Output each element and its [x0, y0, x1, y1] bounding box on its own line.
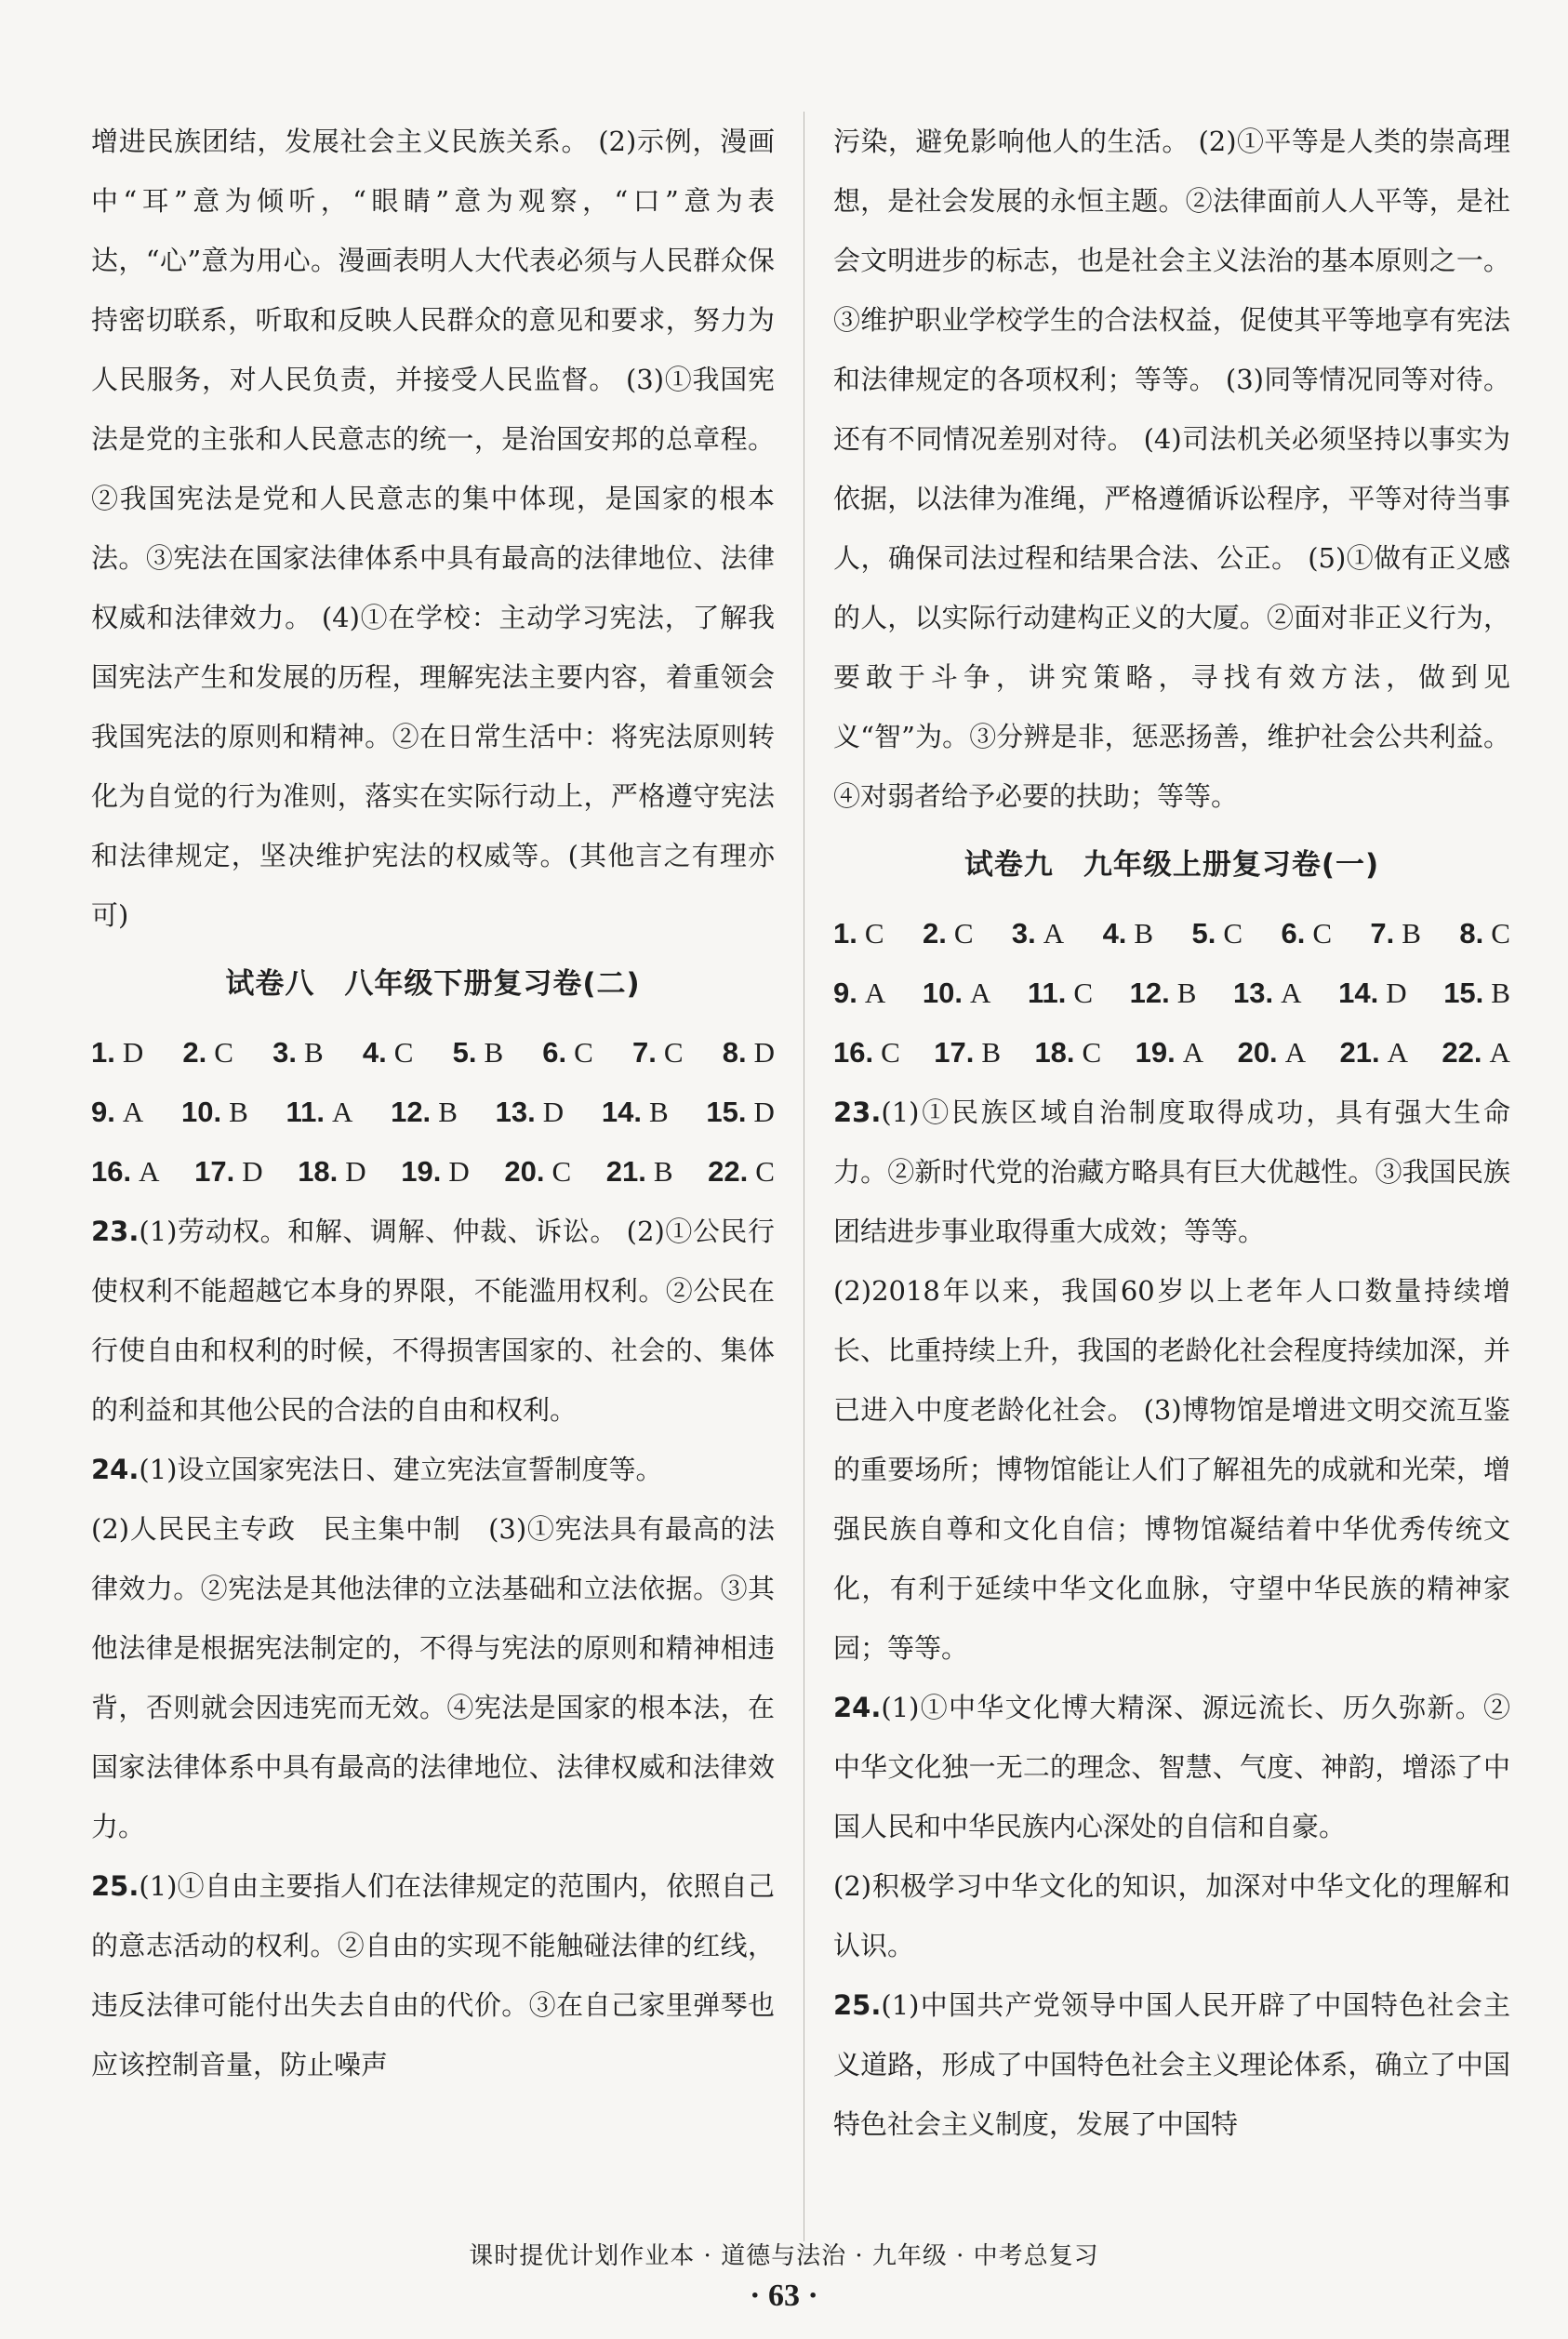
answer-item: [602, 1083, 669, 1142]
answer-row: [91, 1142, 775, 1202]
answer-item: [606, 1142, 673, 1202]
question-number: 19.: [1135, 1036, 1176, 1069]
question-number: 19.: [401, 1155, 442, 1188]
answer-item: [401, 1142, 470, 1202]
answer-letter: B: [653, 1155, 673, 1188]
answer-letter: C: [1491, 917, 1510, 950]
left-column: [91, 112, 775, 2094]
answer-item: [1192, 904, 1243, 964]
question-number: 2.: [922, 917, 947, 950]
answer-letter: A: [1489, 1036, 1510, 1069]
answer-letter: C: [953, 917, 974, 950]
right-continued-answer: 污染，避免影响他人的生活。 (2)①平等是人类的崇高理想，是社会发展的永恒主题。②法律面前人人平等，是社会文明进步的标志，也是社会主义法治的基本原则之一。③维护职业学校学生的合法权益，促使其平等地享有宪法和法律规定的各项权利；等等。 (3)同等情况同等对待。还有不同情况差别对待。 (4)司法机关必须坚持以事实为依据，以法律为准绳，严格遵循诉讼程序，平等对待当事人，确保司法过程和结果合法、公正。 (5)①做有正义感的人，以实际行动建构正义的大厦。②面对非正义行为，要敢于斗争，讲究策略，寻找有效方法，做到见义“智”为。③分辨是非，惩恶扬善，维护社会公共利益。④对弱者给予必要的扶助；等等。: [833, 126, 1510, 812]
question-number: 12.: [391, 1096, 432, 1128]
answer-item: [453, 1023, 504, 1083]
answer-item: [833, 1023, 900, 1083]
answer-item: [182, 1023, 233, 1083]
answer-letter: B: [1491, 977, 1510, 1009]
page-number: · 63 ·: [750, 2279, 818, 2313]
answer-letter: A: [122, 1096, 144, 1128]
question-number: 24.: [833, 1692, 882, 1723]
answer-letter: C: [881, 1036, 900, 1069]
answer-letter: B: [648, 1096, 669, 1128]
answer-item: [181, 1083, 248, 1142]
answer-letter: A: [1281, 977, 1302, 1009]
answer-item: [1370, 904, 1421, 964]
answer-item: [1443, 964, 1510, 1023]
question-number: 4.: [1102, 917, 1127, 950]
answer-item: [272, 1023, 324, 1083]
question-number: 18.: [298, 1155, 339, 1188]
answer-letter: C: [864, 917, 884, 950]
answer-item: [1130, 964, 1197, 1023]
question-number: 13.: [495, 1096, 536, 1128]
question-number: 16.: [91, 1155, 132, 1188]
question-number: 1.: [91, 1036, 115, 1069]
question-number: 21.: [1339, 1036, 1380, 1069]
answer-item: [363, 1023, 414, 1083]
answer-letter: D: [753, 1096, 775, 1128]
answer-item: [542, 1023, 593, 1083]
answer-q25-paper-8: [91, 1856, 775, 2094]
question-number: 18.: [1034, 1036, 1075, 1069]
question-number: 9.: [833, 977, 857, 1009]
answer-text: (1)设立国家宪法日、建立宪法宣誓制度等。: [139, 1454, 663, 1485]
answer-letter: C: [1312, 917, 1333, 950]
answer-q23-part2-paper-9: (2)2018年以来，我国60岁以上老年人口数量持续增长、比重持续上升，我国的老龄化社会程度持续加深，并已进入中度老龄化社会。 (3)博物馆是增进文明交流互鉴的重要场所；博物馆能让人们了解祖先的成就和光荣，增强民族自尊和文化自信；博物馆凝结着中华优秀传统文化，有利于延续中华文化血脉，守望中华民族的精神家园；等等。: [833, 1275, 1510, 1664]
answer-text: (1)劳动权。和解、调解、仲裁、诉讼。 (2)①公民行使权利不能超越它本身的界限，不能滥用权利。②公民在行使自由和权利的时候，不得损害国家的、社会的、集体的利益和其他公民的合法的自由和权利。: [91, 1216, 775, 1426]
question-number: 4.: [362, 1036, 387, 1069]
answer-letter: D: [448, 1155, 470, 1188]
question-number: 11.: [1027, 977, 1067, 1009]
answer-letter: C: [1082, 1036, 1102, 1069]
section-heading-paper-8: 试卷八 八年级下册复习卷(二): [225, 967, 641, 1001]
question-number: 22.: [1442, 1036, 1482, 1069]
answer-letter: B: [438, 1096, 458, 1128]
question-number: 8.: [722, 1036, 747, 1069]
question-number: 25.: [91, 1870, 140, 1902]
question-number: 14.: [1338, 977, 1379, 1009]
answer-letter: D: [242, 1155, 263, 1188]
answer-item: [91, 1083, 143, 1142]
right-column: [833, 112, 1510, 2154]
answer-letter: A: [139, 1155, 160, 1188]
question-number: 10.: [181, 1096, 222, 1128]
answer-item: [1034, 1023, 1101, 1083]
left-continued-answer: 增进民族团结，发展社会主义民族关系。 (2)示例，漫画中“耳”意为倾听，“眼睛”意为观察，“口”意为表达，“心”意为用心。漫画表明人大代表必须与人民群众保持密切联系，听取和反映人民群众的意见和要求，努力为人民服务，对人民负责，并接受人民监督。 (3)①我国宪法是党的主张和人民意志的统一，是治国安邦的总章程。②我国宪法是党和人民意志的集中体现，是国家的根本法。③宪法在国家法律体系中具有最高的法律地位、法律权威和法律效力。 (4)①在学校：主动学习宪法，了解我国宪法产生和发展的历程，理解宪法主要内容，着重领会我国宪法的原则和精神。②在日常生活中：将宪法原则转化为自觉的行为准则，落实在实际行动上，严格遵守宪法和法律规定，坚决维护宪法的权威等。(其他言之有理亦可): [91, 126, 775, 931]
answer-text: (1)①民族区域自治制度取得成功，具有强大生命力。②新时代党的治藏方略具有巨大优越性。③我国民族团结进步事业取得重大成效；等等。: [833, 1096, 1510, 1247]
question-number: 23.: [91, 1216, 140, 1247]
answer-letter: A: [1043, 917, 1065, 950]
answer-item: [298, 1142, 366, 1202]
answer-letter: B: [1134, 917, 1154, 950]
answer-item: [91, 1142, 160, 1202]
answer-letter: D: [753, 1036, 775, 1069]
answer-letter: D: [1386, 977, 1407, 1009]
question-number: 9.: [91, 1096, 115, 1128]
answer-letter: A: [1182, 1036, 1204, 1069]
question-number: 25.: [833, 1989, 882, 2021]
answer-letter: B: [981, 1036, 1002, 1069]
question-number: 23.: [833, 1096, 882, 1128]
question-number: 2.: [182, 1036, 207, 1069]
answer-text: (1)①自由主要指人们在法律规定的范围内，依照自己的意志活动的权利。②自由的实现不能触碰法律的红线，违反法律可能付出失去自由的代价。③在自己家里弹琴也应该控制音量，防止噪声: [91, 1870, 775, 2080]
question-number: 12.: [1129, 977, 1170, 1009]
choice-answers-paper-8: [91, 1023, 775, 1202]
answer-q24-part2-paper-8: (2)人民民主专政 民主集中制 (3)①宪法具有最高的法律效力。②宪法是其他法律的立法基础和立法依据。③其他法律是根据宪法制定的，不得与宪法的原则和精神相违背，否则就会因违宪而无效。④宪法是国家的根本法，在国家法律体系中具有最高的法律地位、法律权威和法律效力。: [91, 1513, 775, 1842]
answer-letter: B: [1402, 917, 1421, 950]
question-number: 21.: [605, 1155, 646, 1188]
question-number: 16.: [833, 1036, 874, 1069]
answer-item: [1281, 904, 1332, 964]
answer-q23-paper-9: [833, 1083, 1510, 1261]
answer-letter: B: [484, 1036, 504, 1069]
question-number: 22.: [708, 1155, 749, 1188]
answer-row: [833, 964, 1510, 1023]
answer-item: [1028, 964, 1093, 1023]
answer-letter: C: [663, 1036, 684, 1069]
answer-text: (1)中国共产党领导中国人民开辟了中国特色社会主义道路，形成了中国特色社会主义理论体系，确立了中国特色社会主义制度，发展了中国特: [833, 1989, 1510, 2140]
question-number: 15.: [1443, 977, 1484, 1009]
answer-item: [723, 1023, 775, 1083]
question-number: 11.: [286, 1096, 325, 1128]
answer-item: [1442, 1023, 1510, 1083]
answer-q25-paper-9: [833, 1975, 1510, 2154]
answer-item: [833, 964, 885, 1023]
question-number: 17.: [934, 1036, 975, 1069]
question-number: 13.: [1233, 977, 1274, 1009]
question-number: 3.: [272, 1036, 297, 1069]
answer-letter: C: [551, 1155, 572, 1188]
question-number: 1.: [833, 917, 857, 950]
answer-item: [194, 1142, 263, 1202]
answer-letter: B: [304, 1036, 324, 1069]
question-number: 8.: [1459, 917, 1484, 950]
answer-item: [708, 1142, 775, 1202]
question-number: 24.: [91, 1454, 140, 1485]
answer-item: [632, 1023, 684, 1083]
answer-row: [91, 1023, 775, 1083]
answer-row: [833, 1023, 1510, 1083]
answer-letter: C: [214, 1036, 233, 1069]
answer-q24-part2-paper-9: (2)积极学习中华文化的知识，加深对中华文化的理解和认识。: [833, 1870, 1510, 1961]
answer-item: [1012, 904, 1064, 964]
answer-item: [91, 1023, 143, 1083]
answer-item: [1238, 1023, 1307, 1083]
answer-item: [923, 904, 974, 964]
question-number: 7.: [632, 1036, 657, 1069]
question-number: 14.: [601, 1096, 642, 1128]
answer-item: [1338, 964, 1407, 1023]
answer-item: [706, 1083, 775, 1142]
question-number: 7.: [1370, 917, 1395, 950]
answer-item: [833, 904, 884, 964]
answer-row: [91, 1083, 775, 1142]
answer-item: [1459, 904, 1510, 964]
question-number: 10.: [922, 977, 963, 1009]
answer-letter: C: [1223, 917, 1243, 950]
answer-item: [496, 1083, 565, 1142]
question-number: 5.: [1191, 917, 1216, 950]
answer-item: [286, 1083, 353, 1142]
answer-letter: A: [969, 977, 991, 1009]
answer-q24-part1-paper-8: [91, 1440, 775, 1499]
answer-letter: D: [542, 1096, 565, 1128]
question-number: 6.: [1281, 917, 1306, 950]
answer-letter: A: [864, 977, 886, 1009]
answer-row: [833, 904, 1510, 964]
answer-item: [1233, 964, 1302, 1023]
answer-letter: D: [122, 1036, 144, 1069]
answer-letter: A: [1387, 1036, 1408, 1069]
answer-q23-paper-8: [91, 1202, 775, 1440]
answer-letter: B: [1176, 977, 1197, 1009]
question-number: 5.: [452, 1036, 477, 1069]
footer-book-title: 课时提优计划作业本 · 道德与法治 · 九年级 · 中考总复习: [469, 2242, 1099, 2270]
answer-letter: D: [345, 1155, 366, 1188]
answer-item: [504, 1142, 571, 1202]
answer-letter: C: [1073, 977, 1094, 1009]
answer-item: [934, 1023, 1001, 1083]
question-number: 6.: [542, 1036, 567, 1069]
answer-letter: C: [755, 1155, 775, 1188]
answer-letter: B: [229, 1096, 248, 1128]
answer-letter: A: [1284, 1036, 1307, 1069]
answer-q24-paper-9: [833, 1678, 1510, 1856]
answer-item: [923, 964, 991, 1023]
question-number: 3.: [1011, 917, 1036, 950]
answer-item: [1103, 904, 1154, 964]
question-number: 20.: [504, 1155, 545, 1188]
answer-item: [391, 1083, 458, 1142]
answer-item: [1136, 1023, 1204, 1083]
answer-text: (1)①中华文化博大精深、源远流长、历久弥新。②中华文化独一无二的理念、智慧、气度、神韵，增添了中国人民和中华民族内心深处的自信和自豪。: [833, 1692, 1510, 1842]
answer-item: [1340, 1023, 1409, 1083]
answer-letter: C: [393, 1036, 414, 1069]
answer-letter: A: [331, 1096, 353, 1128]
section-heading-paper-9: 试卷九 九年级上册复习卷(一): [963, 848, 1380, 882]
question-number: 15.: [706, 1096, 747, 1128]
question-number: 20.: [1237, 1036, 1278, 1069]
choice-answers-paper-9: [833, 904, 1510, 1083]
question-number: 17.: [194, 1155, 235, 1188]
answer-letter: C: [574, 1036, 593, 1069]
